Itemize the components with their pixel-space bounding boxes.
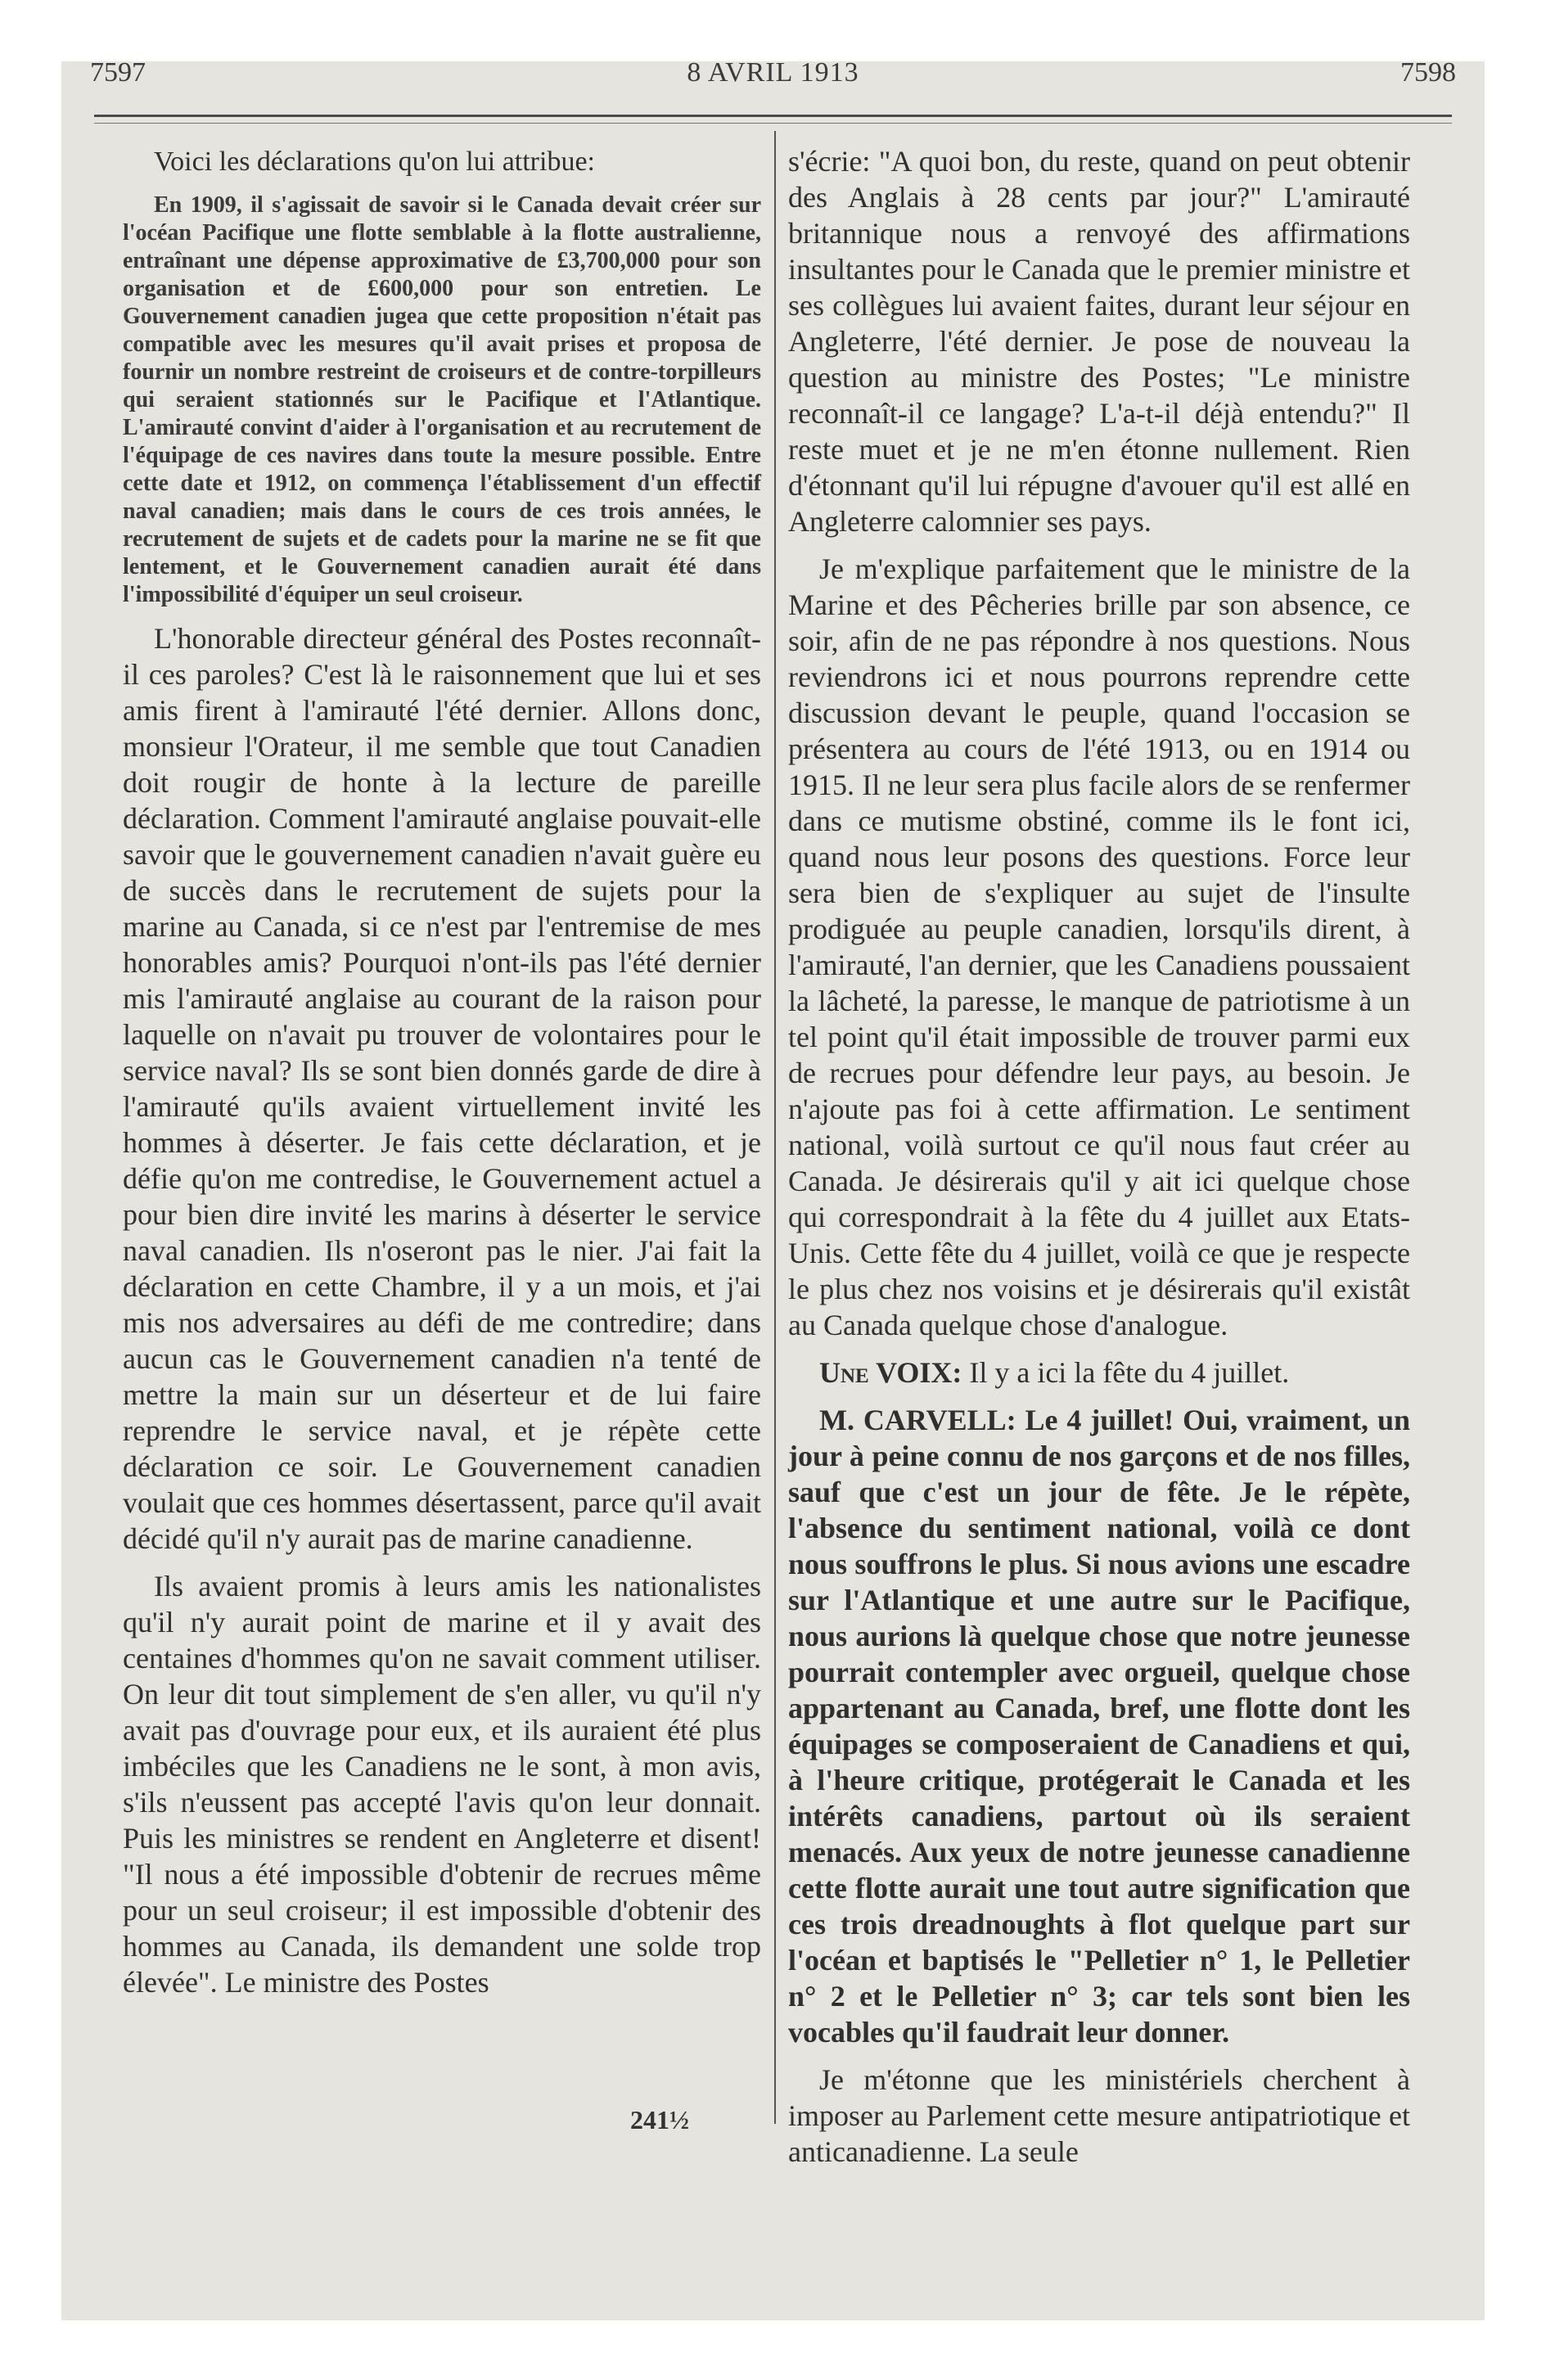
page-date: 8 AVRIL 1913 [687,57,859,88]
speaker-name: Une VOIX: [819,1356,962,1389]
paragraph: s'écrie: "A quoi bon, du reste, quand on peut obtenir des Anglais à 28 cents par jour?" L'amirauté britannique nous a renvoyé des affirmations insultantes pour le Canada que le premier ministre et ses collègues lui avaient faites, durant leur séjour en Angleterre, l'été dernier. Je pose de nouveau la question au ministre des Postes; "Le ministre reconnaît-il ce langage? L'a-t-il déjà entendu?" Il reste muet et je ne m'en étonne nullement. Rien d'étonnant qu'il lui répugne d'avouer qu'il est allé en Angleterre calomnier ses pays. [788,145,1410,538]
paragraph: Ils avaient promis à leurs amis les nationalistes qu'il n'y aurait point de marine et il y avait des centaines d'hommes qu'on ne savait comment utiliser. On leur dit tout simplement de s'en aller, vu qu'il n'y avait pas d'ouvrage pour eux, et ils auraient été plus imbéciles que les Canadiens ne le sont, à mon avis, s'ils n'eussent pas accepté l'avis qu'on leur donnait. Puis les ministres se rendent en Angleterre et disent! "Il nous a été impossible d'obtenir de recrues même pour un seul croiseur; il est impossible d'obtenir des hommes au Canada, ils demandent une solde trop élevée". Le ministre des Postes [123,1570,761,1999]
paragraph: Je m'étonne que les ministériels cherchent à imposer au Parlement cette mesure antipatriotique et anticanadienne. La seule [788,2063,1410,2168]
column-divider [774,131,776,2124]
header-rule-thin [94,123,1452,124]
quoted-statement: En 1909, il s'agissait de savoir si le Canada devait créer sur l'océan Pacifique une flotte semblable à la flotte australienne, entraînant une dépense approximative de £3,700,000 pour son organisation et de £600,000 pour son entretien. Le Gouvernement canadien jugea que cette proposition n'était pas compatible avec les mesures qu'il avait prises et proposa de fournir un nombre restreint de croiseurs et de contre-torpilleurs qui seraient stationnés sur le Pacifique et l'Atlantique. L'amirauté convint d'aider à l'organisation et au recrutement de l'équipage de ces navires dans toute la mesure possible. Entre cette date et 1912, on commença l'établissement d'un effectif naval canadien; mais dans le cours de ces trois années, le recrutement de sujets et de cadets pour la marine ne se fit que lentement, et le Gouvernement canadien aurait été dans l'impossibilité d'équiper un seul croiseur. [123,192,761,607]
speech-text: Il y a ici la fête du 4 juillet. [969,1356,1290,1389]
header-rule [94,115,1452,117]
page-number-right: 7598 [1400,57,1456,88]
folio-number: 241½ [630,2105,689,2134]
interjection [788,1355,1410,1391]
left-column [123,143,761,2012]
page-number-left: 7597 [90,57,146,88]
intro-line: Voici les déclarations qu'on lui attribue: [154,146,595,177]
paragraph: Je m'explique parfaitement que le ministre de la Marine et des Pêcheries brille par son absence, ce soir, afin de ne pas répondre à nos questions. Nous reviendrons ici et nous pourrons reprendre cette discussion devant le peuple, quand l'occasion se présentera au cours de l'été 1913, ou en 1914 ou 1915. Il ne leur sera plus facile alors de se renfermer dans ce mutisme obstiné, comme ils le font ici, quand nous leur posons des questions. Force leur sera bien de s'expliquer au sujet de l'insulte prodiguée au peuple canadien, lorsqu'ils dirent, à l'amirauté, l'an dernier, que les Canadiens poussaient la lâcheté, la paresse, le manque de patriotisme à un tel point qu'il était impossible de trouver parmi eux de recrues pour défendre leur pays, au besoin. Je n'ajoute pas foi à cette affirmation. Le sentiment national, voilà surtout ce qu'il nous faut créer au Canada. Je désirerais qu'il y ait ici quelque chose qui correspondrait à la fête du 4 juillet aux Etats-Unis. Cette fête du 4 juillet, voilà ce que je respecte le plus chez nos voisins et je désirerais qu'il existât au Canada quelque chose d'analogue. [788,552,1410,1341]
page-header [82,57,1464,106]
speech [788,1402,1410,2050]
speaker-name: M. CARVELL: [819,1404,1016,1436]
paragraph: L'honorable directeur général des Postes reconnaît-il ces paroles? C'est là le raisonnement que lui et ses amis firent à l'amirauté l'été dernier. Allons donc, monsieur l'Orateur, il me semble que tout Canadien doit rougir de honte à la lecture de pareille déclaration. Comment l'amirauté anglaise pouvait-elle savoir que le gouvernement canadien n'avait guère eu de succès dans le recrutement de sujets pour la marine au Canada, si ce n'est par l'entremise de mes honorables amis? Pourquoi n'ont-ils pas l'été dernier mis l'amirauté anglaise au courant de la raison pour laquelle on n'avait pu trouver de volontaires pour le service naval? Ils se sont bien donnés garde de dire à l'amirauté qu'ils avaient virtuellement invité les hommes à déserter. Je fais cette déclaration, et je défie qu'on me contredise, le Gouvernement actuel a pour bien dire invité les marins à déserter le service naval canadien. Ils n'oseront pas le nier. J'ai fait la déclaration en cette Chambre, il y a un mois, et j'ai mis nos adversaires au défi de me contredire; dans aucun cas le Gouvernement canadien n'a tenté de mettre la main sur un déserteur et de lui faire reprendre le service naval, et je répète cette déclaration ce soir. Le Gouvernement canadien voulait que ces hommes désertassent, parce qu'il avait décidé qu'il n'y aurait pas de marine canadienne. [123,622,761,1555]
speech-text: Le 4 juillet! Oui, vraiment, un jour à peine connu de nos garçons et de nos filles, sauf que c'est un jour de fête. Je le répète, l'absence du sentiment national, voilà ce dont nous souffrons le plus. Si nous avions une escadre sur l'Atlantique et une autre sur le Pacifique, nous aurions là quelque chose que notre jeunesse pourrait contempler avec orgueil, quelque chose appartenant au Canada, bref, une flotte dont les équipages se composeraient de Canadiens et qui, à l'heure critique, protégerait le Canada et les intérêts canadiens, partout où ils seraient menacés. Aux yeux de notre jeunesse canadienne cette flotte aurait une tout autre signification que ces trois dreadnoughts à flot quelque part sur l'océan et baptisés le "Pelletier n° 1, le Pelletier n° 2 et le Pelletier n° 3; car tels sont bien les vocables qu'il faudrait leur donner. [788,1404,1410,2049]
right-column [788,143,1410,2181]
